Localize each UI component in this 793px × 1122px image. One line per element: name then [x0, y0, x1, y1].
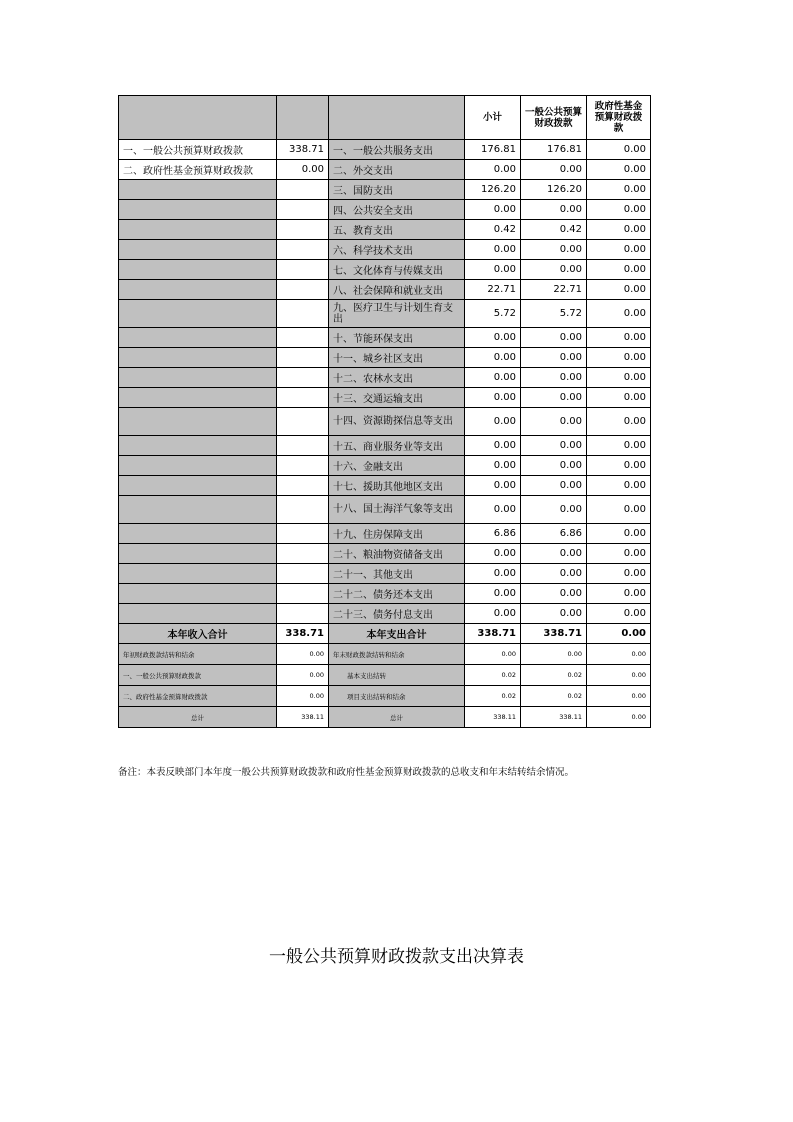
fund-budget-cell: 0.00: [587, 200, 651, 220]
subtotal-cell: 0.00: [465, 388, 521, 408]
general-budget-cell: 0.00: [521, 260, 587, 280]
expense-label-cell: 五、教育支出: [329, 220, 465, 240]
fund-budget-cell: 0.00: [587, 280, 651, 300]
fund-budget-cell: 0.00: [587, 328, 651, 348]
income-label-cell: [119, 524, 277, 544]
income-label-cell: [119, 408, 277, 436]
fund-budget-cell: 0.00: [587, 240, 651, 260]
table-row: [119, 280, 651, 300]
table-row: [119, 348, 651, 368]
income-value-cell: [277, 200, 329, 220]
income-value-cell: [277, 604, 329, 624]
income-label-cell: [119, 368, 277, 388]
table-row: [119, 200, 651, 220]
expense-label-cell: 九、医疗卫生与计划生育支出: [329, 300, 465, 328]
general-budget-cell: 6.86: [521, 524, 587, 544]
subtotal-cell: 176.81: [465, 140, 521, 160]
table-row: [119, 180, 651, 200]
expense-label-cell: 八、社会保障和就业支出: [329, 280, 465, 300]
table-row: [119, 160, 651, 180]
table-row: [119, 604, 651, 624]
fund-budget-cell: 0.00: [587, 180, 651, 200]
grand-total-row: [119, 707, 651, 728]
expense-label-cell: 十三、交通运输支出: [329, 388, 465, 408]
income-label-cell: [119, 496, 277, 524]
income-expense-total-row: [119, 624, 651, 644]
table-row: [119, 140, 651, 160]
income-label-cell: [119, 476, 277, 496]
general-budget-cell: 0.00: [521, 604, 587, 624]
expense-label-cell: 二十一、其他支出: [329, 564, 465, 584]
grand-total-subtotal: 338.11: [465, 707, 521, 728]
header-blank-expense: [329, 96, 465, 140]
expense-label-cell: 十五、商业服务业等支出: [329, 436, 465, 456]
subtotal-cell: 0.00: [465, 436, 521, 456]
carryover-fund-budget: 0.00: [587, 686, 651, 707]
expense-label-cell: 十九、住房保障支出: [329, 524, 465, 544]
section-title: 一般公共预算财政拨款支出决算表: [269, 947, 524, 967]
fund-budget-cell: 0.00: [587, 388, 651, 408]
carryover-row: [119, 686, 651, 707]
income-value-cell: [277, 544, 329, 564]
fund-budget-cell: 0.00: [587, 260, 651, 280]
subtotal-cell: 0.00: [465, 408, 521, 436]
expense-label-cell: 一、一般公共服务支出: [329, 140, 465, 160]
carryover-general-budget: 0.02: [521, 665, 587, 686]
general-budget-cell: 0.00: [521, 544, 587, 564]
fund-budget-cell: 0.00: [587, 476, 651, 496]
carryover-fund-budget: 0.00: [587, 665, 651, 686]
income-value-cell: [277, 348, 329, 368]
table-row: [119, 544, 651, 564]
income-label-cell: [119, 280, 277, 300]
income-label-cell: [119, 584, 277, 604]
grand-total-income-value: 338.11: [277, 707, 329, 728]
grand-total-expense-label: 总计: [329, 707, 465, 728]
income-label-cell: [119, 180, 277, 200]
subtotal-cell: 0.00: [465, 160, 521, 180]
table-row: [119, 368, 651, 388]
subtotal-cell: 0.00: [465, 564, 521, 584]
table-header-row: [119, 96, 651, 140]
grand-total-income-label: 总计: [119, 707, 277, 728]
fund-budget-cell: 0.00: [587, 300, 651, 328]
carryover-income-value: 0.00: [277, 665, 329, 686]
table-row: [119, 408, 651, 436]
carryover-income-label: 年初财政拨款结转和结余: [119, 644, 277, 665]
income-value-cell: [277, 180, 329, 200]
income-value-cell: [277, 388, 329, 408]
table-row: [119, 584, 651, 604]
subtotal-cell: 0.42: [465, 220, 521, 240]
income-label-cell: 一、一般公共预算财政拨款: [119, 140, 277, 160]
subtotal-cell: 0.00: [465, 348, 521, 368]
carryover-subtotal: 0.00: [465, 644, 521, 665]
grand-total-general-budget: 338.11: [521, 707, 587, 728]
carryover-expense-label: 年末财政拨款结转和结余: [329, 644, 465, 665]
income-value-cell: [277, 240, 329, 260]
general-budget-cell: 5.72: [521, 300, 587, 328]
general-budget-cell: 0.00: [521, 368, 587, 388]
income-label-cell: [119, 564, 277, 584]
subtotal-cell: 0.00: [465, 368, 521, 388]
fund-budget-cell: 0.00: [587, 564, 651, 584]
general-budget-cell: 0.00: [521, 388, 587, 408]
table-row: [119, 476, 651, 496]
subtotal-cell: 0.00: [465, 456, 521, 476]
fund-budget-cell: 0.00: [587, 496, 651, 524]
general-budget-cell: 126.20: [521, 180, 587, 200]
header-fund-budget: 政府性基金预算财政拨款: [587, 96, 651, 140]
expense-label-cell: 十八、国土海洋气象等支出: [329, 496, 465, 524]
table-row: [119, 300, 651, 328]
income-value-cell: 0.00: [277, 160, 329, 180]
income-value-cell: [277, 220, 329, 240]
expense-label-cell: 十七、援助其他地区支出: [329, 476, 465, 496]
expense-label-cell: 二十三、债务付息支出: [329, 604, 465, 624]
carryover-income-value: 0.00: [277, 644, 329, 665]
carryover-income-value: 0.00: [277, 686, 329, 707]
income-label-cell: 二、政府性基金预算财政拨款: [119, 160, 277, 180]
general-budget-cell: 0.00: [521, 200, 587, 220]
subtotal-cell: 0.00: [465, 328, 521, 348]
income-value-cell: [277, 496, 329, 524]
budget-table: [118, 95, 651, 728]
grand-total-fund-budget: 0.00: [587, 707, 651, 728]
carryover-fund-budget: 0.00: [587, 644, 651, 665]
fund-budget-cell: 0.00: [587, 544, 651, 564]
fund-budget-cell: 0.00: [587, 524, 651, 544]
general-budget-cell: 0.00: [521, 348, 587, 368]
table-row: [119, 388, 651, 408]
income-value-cell: [277, 456, 329, 476]
total-income-label: 本年收入合计: [119, 624, 277, 644]
expense-label-cell: 十四、资源勘探信息等支出: [329, 408, 465, 436]
income-value-cell: [277, 408, 329, 436]
subtotal-cell: 5.72: [465, 300, 521, 328]
fund-budget-cell: 0.00: [587, 368, 651, 388]
carryover-subtotal: 0.02: [465, 665, 521, 686]
carryover-row: [119, 665, 651, 686]
expense-label-cell: 十二、农林水支出: [329, 368, 465, 388]
expense-label-cell: 七、文化体育与传媒支出: [329, 260, 465, 280]
expense-label-cell: 二十、粮油物资储备支出: [329, 544, 465, 564]
expense-label-cell: 三、国防支出: [329, 180, 465, 200]
income-value-cell: [277, 368, 329, 388]
general-budget-cell: 0.00: [521, 476, 587, 496]
carryover-row: [119, 644, 651, 665]
table-row: [119, 220, 651, 240]
subtotal-cell: 0.00: [465, 476, 521, 496]
expense-label-cell: 十一、城乡社区支出: [329, 348, 465, 368]
general-budget-cell: 0.00: [521, 584, 587, 604]
total-general-budget: 338.71: [521, 624, 587, 644]
total-income-value: 338.71: [277, 624, 329, 644]
income-value-cell: 338.71: [277, 140, 329, 160]
table-row: [119, 328, 651, 348]
subtotal-cell: 0.00: [465, 240, 521, 260]
general-budget-cell: 0.00: [521, 564, 587, 584]
expense-label-cell: 四、公共安全支出: [329, 200, 465, 220]
income-value-cell: [277, 436, 329, 456]
fund-budget-cell: 0.00: [587, 408, 651, 436]
income-label-cell: [119, 328, 277, 348]
expense-label-cell: 二十二、债务还本支出: [329, 584, 465, 604]
fund-budget-cell: 0.00: [587, 584, 651, 604]
income-label-cell: [119, 300, 277, 328]
carryover-subtotal: 0.02: [465, 686, 521, 707]
header-blank-income-value: [277, 96, 329, 140]
table-row: [119, 524, 651, 544]
total-fund-budget: 0.00: [587, 624, 651, 644]
general-budget-cell: 0.00: [521, 436, 587, 456]
income-label-cell: [119, 240, 277, 260]
income-value-cell: [277, 328, 329, 348]
income-label-cell: [119, 456, 277, 476]
general-budget-cell: 0.00: [521, 240, 587, 260]
subtotal-cell: 6.86: [465, 524, 521, 544]
income-label-cell: [119, 348, 277, 368]
table-row: [119, 496, 651, 524]
subtotal-cell: 126.20: [465, 180, 521, 200]
carryover-income-label: 一、一般公共预算财政拨款: [119, 665, 277, 686]
income-value-cell: [277, 584, 329, 604]
carryover-general-budget: 0.02: [521, 686, 587, 707]
general-budget-cell: 0.00: [521, 408, 587, 436]
general-budget-cell: 0.00: [521, 160, 587, 180]
subtotal-cell: 0.00: [465, 544, 521, 564]
income-value-cell: [277, 476, 329, 496]
subtotal-cell: 0.00: [465, 604, 521, 624]
fund-budget-cell: 0.00: [587, 348, 651, 368]
income-label-cell: [119, 436, 277, 456]
expense-label-cell: 六、科学技术支出: [329, 240, 465, 260]
fund-budget-cell: 0.00: [587, 604, 651, 624]
total-expense-label: 本年支出合计: [329, 624, 465, 644]
header-blank-income: [119, 96, 277, 140]
income-value-cell: [277, 524, 329, 544]
income-label-cell: [119, 388, 277, 408]
subtotal-cell: 0.00: [465, 496, 521, 524]
expense-label-cell: 十、节能环保支出: [329, 328, 465, 348]
table-row: [119, 260, 651, 280]
table-row: [119, 436, 651, 456]
table-note: 备注：本表反映部门本年度一般公共预算财政拨款和政府性基金预算财政拨款的总收支和年末结转结余情况。: [118, 767, 575, 778]
income-value-cell: [277, 280, 329, 300]
fund-budget-cell: 0.00: [587, 456, 651, 476]
subtotal-cell: 22.71: [465, 280, 521, 300]
general-budget-cell: 0.42: [521, 220, 587, 240]
fund-budget-cell: 0.00: [587, 220, 651, 240]
general-budget-cell: 0.00: [521, 496, 587, 524]
fund-budget-cell: 0.00: [587, 436, 651, 456]
header-subtotal: 小计: [465, 96, 521, 140]
table-row: [119, 240, 651, 260]
header-general-budget: 一般公共预算财政拨款: [521, 96, 587, 140]
expense-label-cell: 二、外交支出: [329, 160, 465, 180]
income-label-cell: [119, 200, 277, 220]
carryover-income-label: 二、政府性基金预算财政拨款: [119, 686, 277, 707]
income-label-cell: [119, 220, 277, 240]
expense-label-cell: 十六、金融支出: [329, 456, 465, 476]
carryover-general-budget: 0.00: [521, 644, 587, 665]
income-label-cell: [119, 604, 277, 624]
subtotal-cell: 0.00: [465, 260, 521, 280]
subtotal-cell: 0.00: [465, 200, 521, 220]
carryover-expense-label: 基本支出结转: [329, 665, 465, 686]
income-label-cell: [119, 544, 277, 564]
general-budget-cell: 22.71: [521, 280, 587, 300]
carryover-expense-label: 项目支出结转和结余: [329, 686, 465, 707]
total-subtotal: 338.71: [465, 624, 521, 644]
general-budget-cell: 0.00: [521, 328, 587, 348]
general-budget-cell: 0.00: [521, 456, 587, 476]
table-row: [119, 456, 651, 476]
fund-budget-cell: 0.00: [587, 140, 651, 160]
table-row: [119, 564, 651, 584]
income-label-cell: [119, 260, 277, 280]
fund-budget-cell: 0.00: [587, 160, 651, 180]
general-budget-cell: 176.81: [521, 140, 587, 160]
subtotal-cell: 0.00: [465, 584, 521, 604]
income-value-cell: [277, 260, 329, 280]
income-value-cell: [277, 300, 329, 328]
income-value-cell: [277, 564, 329, 584]
